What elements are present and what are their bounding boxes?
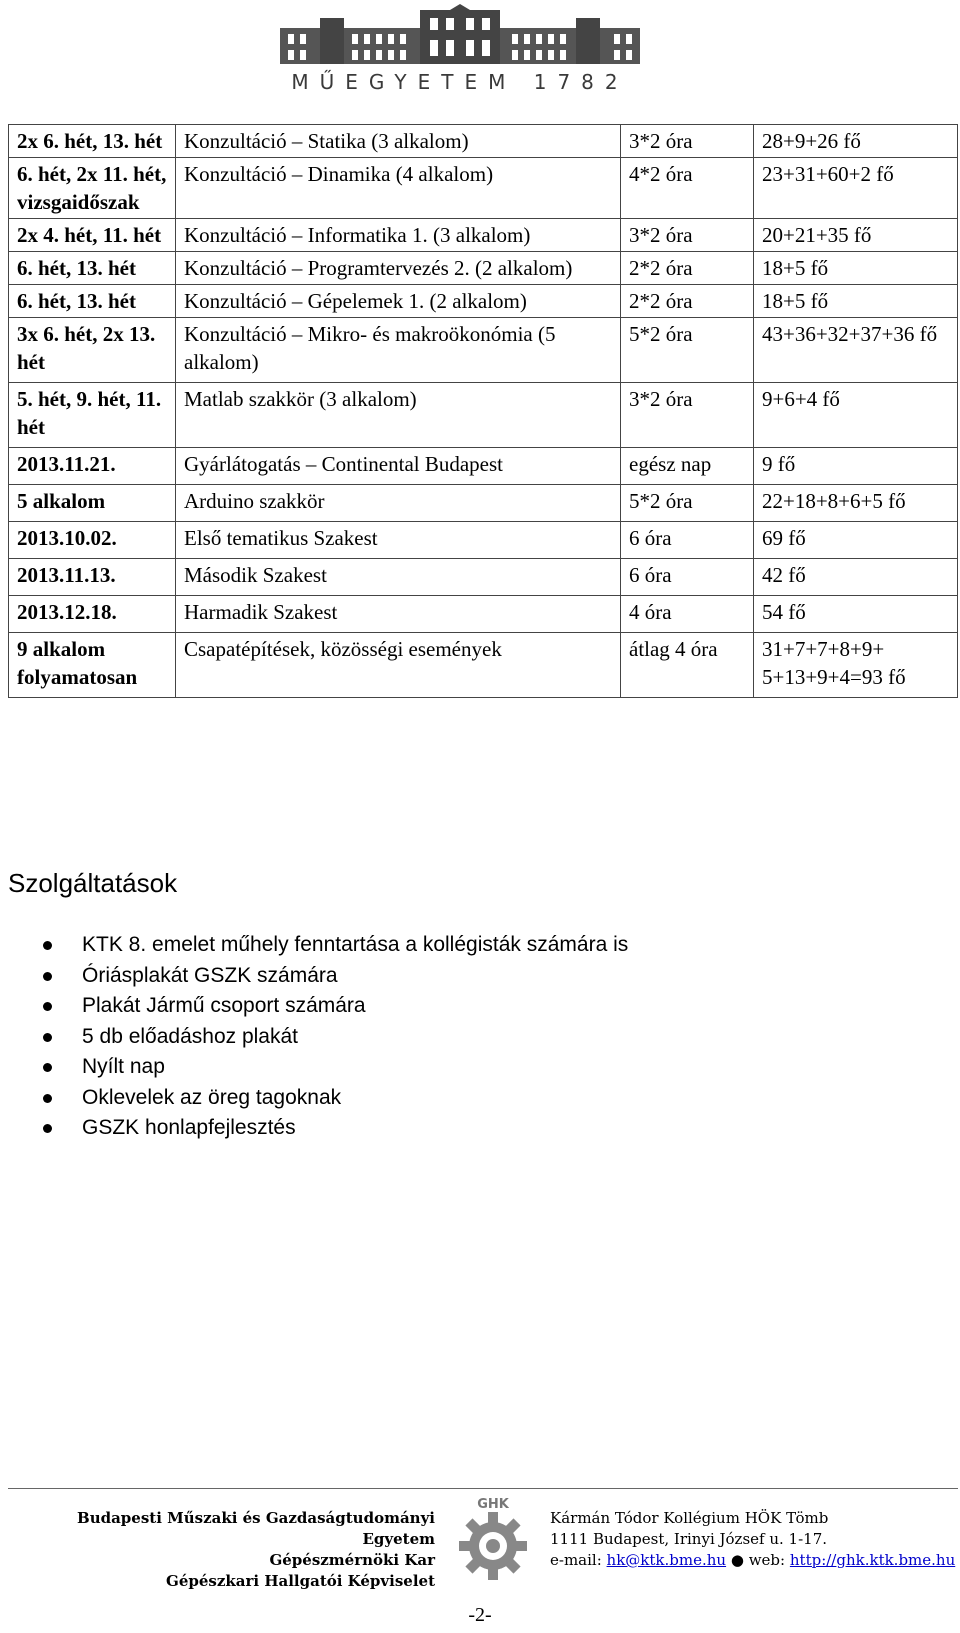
date-cell: 3x 6. hét, 2x 13. hét [9,318,176,383]
attendance-cell: 22+18+8+6+5 fő [754,485,958,522]
activity-cell: Harmadik Szakest [176,596,621,633]
activity-cell: Arduino szakkör [176,485,621,522]
duration-cell: 2*2 óra [621,285,754,318]
attendance-cell: 28+9+26 fő [754,125,958,158]
table-row [9,219,958,252]
email-link[interactable]: hk@ktk.bme.hu [606,1551,727,1569]
table-row [9,158,958,219]
date-cell: 2013.12.18. [9,596,176,633]
duration-cell: 6 óra [621,559,754,596]
duration-cell: 6 óra [621,522,754,559]
activity-cell: Konzultáció – Dinamika (4 alkalom) [176,158,621,219]
service-text: Óriásplakát GSZK számára [82,963,338,987]
duration-cell: 4 óra [621,596,754,633]
bullet-icon [43,1033,52,1042]
bullet-icon [43,1002,52,1011]
list-item [40,1022,628,1053]
ghk-gear-logo-icon [448,1494,538,1584]
attendance-cell: 54 fő [754,596,958,633]
service-text: Nyílt nap [82,1055,165,1078]
date-cell: 2013.11.21. [9,448,176,485]
bullet-icon [43,1094,52,1103]
email-label: e-mail: [550,1551,602,1569]
activity-cell: Matlab szakkör (3 alkalom) [176,383,621,448]
list-item [40,1052,628,1083]
attendance-cell: 20+21+35 fő [754,219,958,252]
table-row [9,252,958,285]
activity-cell: Gyárlátogatás – Continental Budapest [176,448,621,485]
service-text: 5 db előadáshoz plakát [82,1024,298,1048]
service-text: Oklevelek az öreg tagoknak [82,1085,342,1109]
table-row [9,596,958,633]
attendance-cell: 69 fő [754,522,958,559]
attendance-cell: 31+7+7+8+9+ 5+13+9+4=93 fő [754,633,958,698]
date-cell: 5 alkalom [9,485,176,522]
activity-cell: Csapatépítések, közösségi események [176,633,621,698]
duration-cell: 4*2 óra [621,158,754,219]
bullet-icon [43,1124,52,1133]
footer-left [10,1508,435,1592]
service-text: GSZK honlapfejlesztés [82,1116,296,1139]
table-row [9,318,958,383]
date-cell: 2x 6. hét, 13. hét [9,125,176,158]
table-row [9,383,958,448]
list-item [40,991,628,1022]
footer-dorm: Kármán Tódor Kollégium HÖK Tömb [550,1509,829,1527]
duration-cell: 3*2 óra [621,219,754,252]
list-item [40,1113,628,1144]
footer-divider [8,1488,958,1489]
date-cell: 6. hét, 13. hét [9,285,176,318]
activity-cell: Konzultáció – Gépelemek 1. (2 alkalom) [176,285,621,318]
attendance-cell: 9 fő [754,448,958,485]
bullet-icon [43,1063,52,1072]
date-cell: 2013.11.13. [9,559,176,596]
web-label: ● web: [730,1551,786,1569]
footer-university: Budapesti Műszaki és Gazdaságtudományi Egyetem [77,1509,435,1548]
university-logo [270,4,650,96]
table-row [9,448,958,485]
duration-cell: 3*2 óra [621,125,754,158]
date-cell: 5. hét, 9. hét, 11. hét [9,383,176,448]
web-link[interactable]: http://ghk.ktk.bme.hu [789,1551,956,1569]
table-row [9,633,958,698]
date-cell: 2013.10.02. [9,522,176,559]
footer-council: Gépészkari Hallgatói Képviselet [166,1572,435,1590]
date-cell: 6. hét, 2x 11. hét, vizsgaidőszak [9,158,176,219]
footer-address: 1111 Budapest, Irinyi József u. 1-17. [550,1530,828,1548]
date-cell: 6. hét, 13. hét [9,252,176,285]
list-item [40,930,628,961]
table-row [9,285,958,318]
duration-cell: 3*2 óra [621,383,754,448]
duration-cell: egész nap [621,448,754,485]
attendance-cell: 18+5 fő [754,252,958,285]
bullet-icon [43,941,52,950]
activity-cell: Konzultáció – Mikro- és makroökonómia (5 alkalom) [176,318,621,383]
activity-cell: Konzultáció – Informatika 1. (3 alkalom) [176,219,621,252]
building-icon [280,4,640,66]
activity-cell: Második Szakest [176,559,621,596]
service-text: KTK 8. emelet műhely fenntartása a kollégisták számára is [82,933,629,956]
activity-cell: Konzultáció – Programtervezés 2. (2 alkalom) [176,252,621,285]
footer-contacts [550,1550,960,1571]
duration-cell: 5*2 óra [621,318,754,383]
footer-faculty: Gépészmérnöki Kar [269,1551,435,1569]
list-item [40,961,628,992]
bullet-icon [43,972,52,981]
attendance-cell: 43+36+32+37+36 fő [754,318,958,383]
services-heading: Szolgáltatások [8,868,178,898]
attendance-cell: 42 fő [754,559,958,596]
duration-cell: 2*2 óra [621,252,754,285]
attendance-cell: 9+6+4 fő [754,383,958,448]
activity-cell: Konzultáció – Statika (3 alkalom) [176,125,621,158]
attendance-cell: 23+31+60+2 fő [754,158,958,219]
table-row [9,125,958,158]
service-text: Plakát Jármű csoport számára [82,994,366,1017]
footer-right [550,1508,960,1571]
duration-cell: átlag 4 óra [621,633,754,698]
attendance-cell: 18+5 fő [754,285,958,318]
date-cell: 2x 4. hét, 11. hét [9,219,176,252]
activity-cell: Első tematikus Szakest [176,522,621,559]
logo-text: MŰEGYETEM 1782 [291,70,629,94]
table-row [9,522,958,559]
activities-table [8,124,958,698]
services-list [40,930,628,1144]
table-row [9,485,958,522]
date-cell: 9 alkalom folyamatosan [9,633,176,698]
table-row [9,559,958,596]
svg-text:GHK: GHK [477,1497,509,1512]
page-number: -2- [468,1604,492,1626]
list-item [40,1083,628,1114]
duration-cell: 5*2 óra [621,485,754,522]
